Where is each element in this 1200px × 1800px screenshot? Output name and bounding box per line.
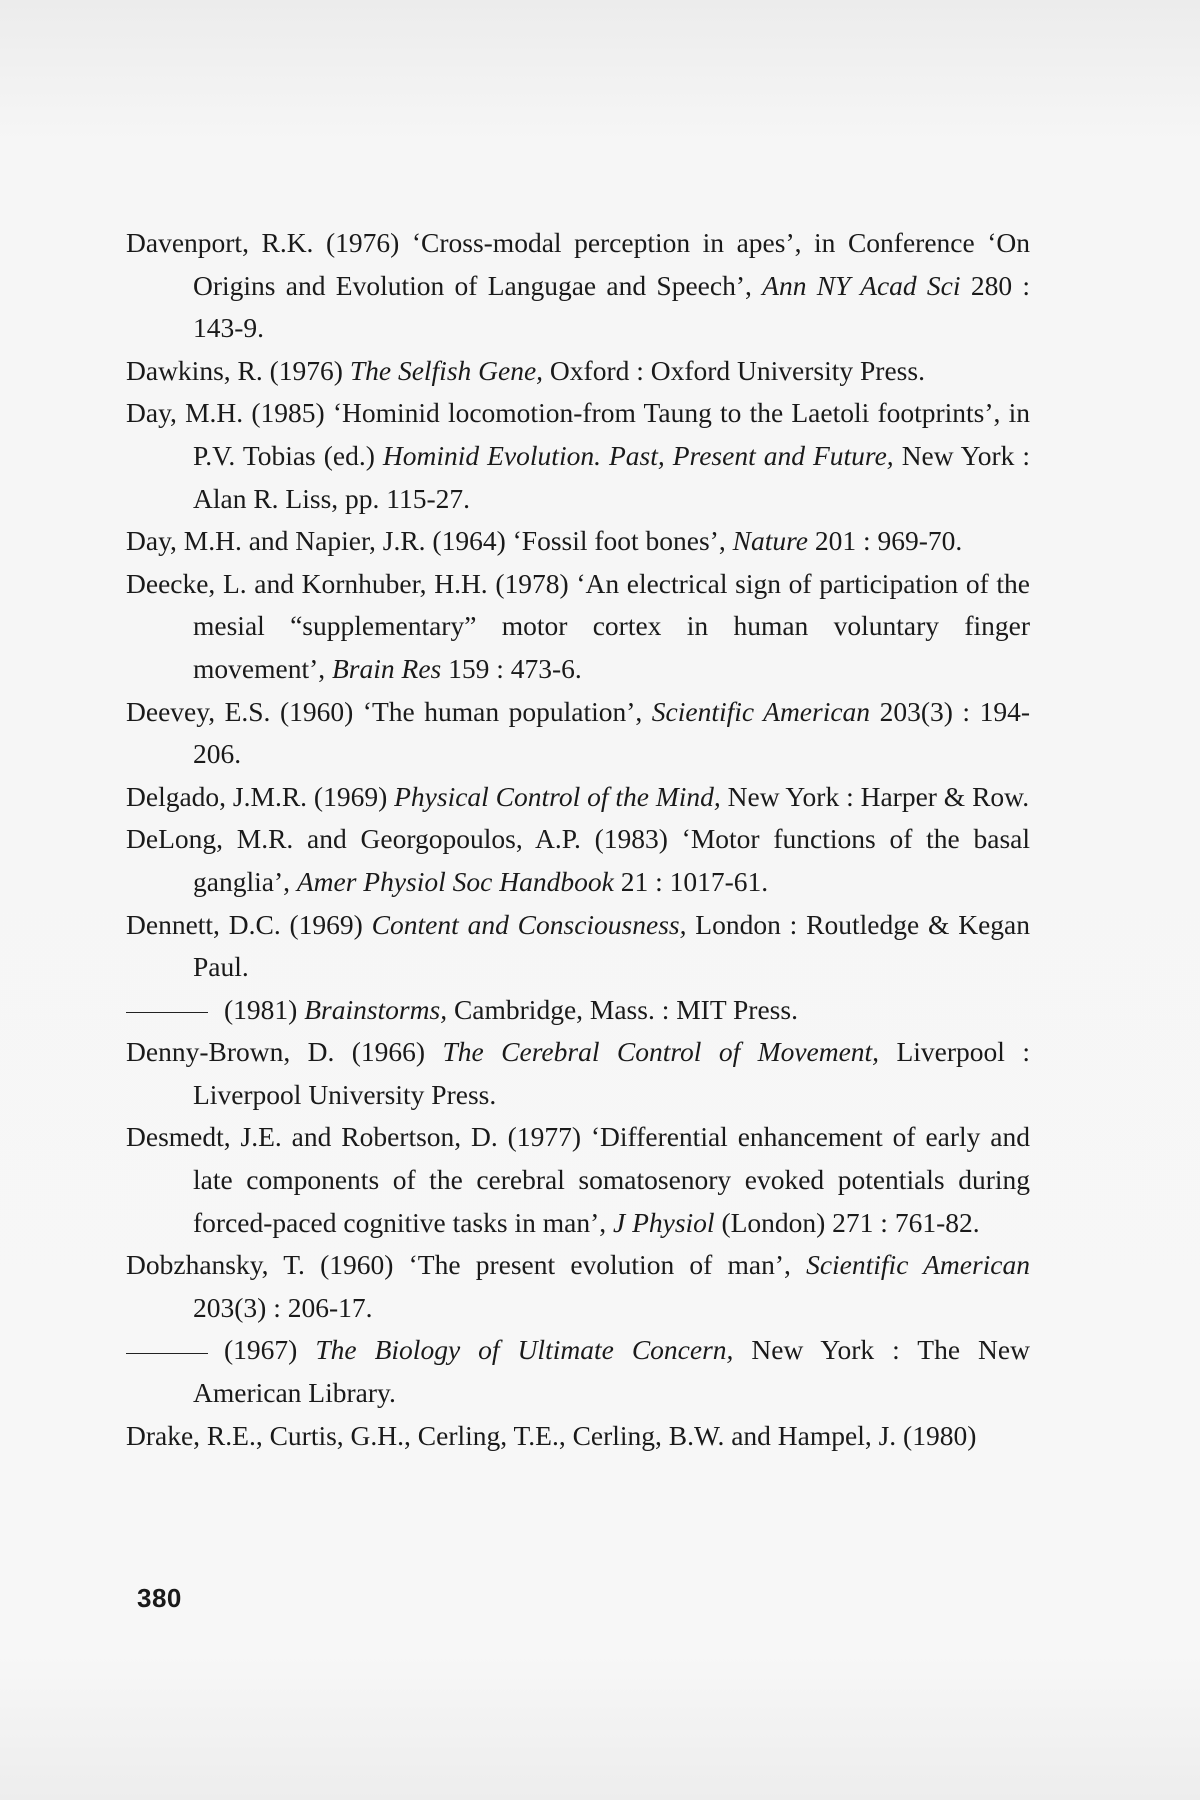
reference-entry <box>126 392 1030 520</box>
ref-source: Amer Physiol Soc Handbook <box>296 865 614 897</box>
ref-author: Deecke, L. and Kornhuber, H.H. (1978) <box>126 567 577 599</box>
ref-title: ‘The human population’, <box>362 695 652 727</box>
ref-author: Day, M.H. and Napier, J.R. (1964) <box>126 525 513 557</box>
ref-source: The Cerebral Control of Movement, <box>442 1036 880 1068</box>
reference-entry <box>126 776 1030 819</box>
ref-source: Physical Control of the Mind, <box>394 780 721 812</box>
reference-entry <box>126 1329 1030 1414</box>
ref-rest: New York : Alan R. Liss, pp. 115-27. <box>193 439 1031 514</box>
ref-title: ‘Cross-modal perception in apes’, in Conference ‘On Origins and Evolution of Langugae and Speech’, <box>193 227 1030 301</box>
ref-rest: New York : The New American Library. <box>193 1334 1030 1409</box>
reference-entry <box>126 1116 1030 1244</box>
ref-title: ‘Differential enhancement of early and late components of the cerebral somatosenory evoked potentials during forced-paced cognitive tasks in man’, <box>193 1121 1030 1238</box>
ref-rest: Oxford : Oxford University Press. <box>543 354 925 386</box>
reference-entry <box>126 1415 1030 1458</box>
ref-author: Dobzhansky, T. (1960) <box>126 1249 409 1281</box>
ref-author: Desmedt, J.E. and Robertson, D. (1977) <box>126 1121 591 1153</box>
reference-entry <box>126 989 1030 1032</box>
ref-rest: New York : Harper & Row. <box>720 780 1030 812</box>
ref-rest: 203(3) : 194-206. <box>193 695 1030 770</box>
ref-author: Dennett, D.C. (1969) <box>126 908 372 940</box>
ref-source: Hominid Evolution. Past, Present and Future, <box>382 439 894 471</box>
ref-source: Nature <box>732 525 808 557</box>
ref-rest: 203(3) : 206-17. <box>193 1291 373 1323</box>
ref-rest: 159 : 473-6. <box>441 652 582 684</box>
ref-source: J Physiol <box>612 1206 715 1238</box>
ref-source: Scientific American <box>651 695 871 727</box>
reference-entry <box>126 1244 1030 1329</box>
ref-title: ‘The present evolution of man’, <box>408 1249 807 1281</box>
ref-title: ‘Motor functions of the basal ganglia’, <box>193 823 1030 897</box>
reference-entry <box>126 520 1030 563</box>
ref-author: (1981) <box>224 993 305 1025</box>
ref-source: Ann NY Acad Sci <box>762 269 961 301</box>
ref-rest: 201 : 969-70. <box>808 525 963 557</box>
ref-title: ‘An electrical sign of participation of the mesial “supplementary” motor cortex in human voluntary finger movement’, <box>193 567 1030 684</box>
ref-title: ‘Hominid locomotion-from Taung to the Laetoli footprints’, in P.V. Tobias (ed.) <box>193 397 1030 471</box>
reference-entry <box>126 818 1030 903</box>
reference-list <box>126 222 1030 1457</box>
reference-entry <box>126 563 1030 691</box>
ref-author: Delgado, J.M.R. (1969) <box>126 780 395 812</box>
reference-entry <box>126 691 1030 776</box>
ref-author: Deevey, E.S. (1960) <box>126 695 363 727</box>
ref-author: Dawkins, R. (1976) <box>126 354 350 386</box>
page-number: 380 <box>137 1583 182 1613</box>
ref-source: Brain Res <box>332 652 442 684</box>
ref-source: Scientific American <box>806 1249 1031 1281</box>
ref-rest: (London) 271 : 761-82. <box>714 1206 980 1238</box>
ref-author: Drake, R.E., Curtis, G.H., Cerling, T.E., Cerling, B.W. and Hampel, J. (1980) <box>126 1419 977 1451</box>
ref-rest: Cambridge, Mass. : MIT Press. <box>447 993 798 1025</box>
ref-source: The Biology of Ultimate Concern, <box>315 1334 734 1366</box>
ref-source: Content and Consciousness, <box>371 908 687 940</box>
ref-author: Day, M.H. (1985) <box>126 397 333 429</box>
reference-entry <box>126 1031 1030 1116</box>
ref-author: (1967) <box>224 1334 316 1366</box>
ref-author: DeLong, M.R. and Georgopoulos, A.P. (1983) <box>126 823 682 855</box>
ref-author: Davenport, R.K. (1976) <box>126 227 412 258</box>
ref-rest: 280 : 143-9. <box>193 269 1030 344</box>
ref-author: Denny-Brown, D. (1966) <box>126 1036 443 1068</box>
ditto-dash <box>126 1353 208 1354</box>
ref-title: ‘Fossil foot bones’, <box>512 525 733 557</box>
ref-source: Brainstorms, <box>304 993 448 1025</box>
reference-entry <box>126 222 1030 350</box>
ditto-dash <box>126 1012 208 1013</box>
ref-rest: 21 : 1017-61. <box>613 865 769 897</box>
ref-rest: Liverpool : Liverpool University Press. <box>193 1036 1030 1110</box>
ref-source: The Selfish Gene, <box>349 354 544 386</box>
reference-entry <box>126 350 1030 393</box>
reference-entry <box>126 904 1030 989</box>
ref-rest: London : Routledge & Kegan Paul. <box>193 908 1030 983</box>
